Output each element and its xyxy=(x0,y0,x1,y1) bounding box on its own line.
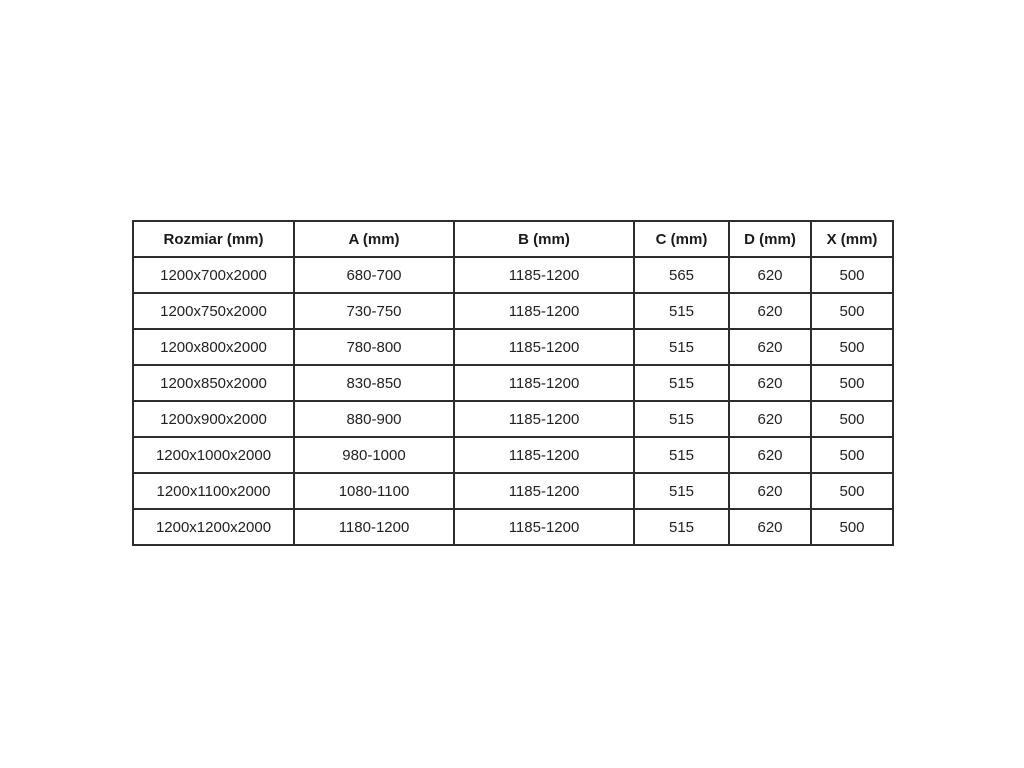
table-cell: 500 xyxy=(811,365,893,401)
header-cell-1: A (mm) xyxy=(294,221,454,257)
table-cell: 515 xyxy=(634,509,729,545)
table-cell: 1185-1200 xyxy=(454,509,634,545)
table-row xyxy=(133,473,893,509)
table-cell: 1185-1200 xyxy=(454,437,634,473)
table-cell: 620 xyxy=(729,437,811,473)
table-cell: 1200x1200x2000 xyxy=(133,509,294,545)
table-cell: 565 xyxy=(634,257,729,293)
table-cell: 620 xyxy=(729,473,811,509)
table-cell: 620 xyxy=(729,509,811,545)
table-cell: 515 xyxy=(634,437,729,473)
table-cell: 620 xyxy=(729,401,811,437)
table-row xyxy=(133,401,893,437)
table-cell: 500 xyxy=(811,257,893,293)
table-cell: 680-700 xyxy=(294,257,454,293)
table-cell: 1185-1200 xyxy=(454,401,634,437)
table-cell: 1185-1200 xyxy=(454,365,634,401)
table-cell: 1200x900x2000 xyxy=(133,401,294,437)
table-cell: 515 xyxy=(634,329,729,365)
table-cell: 500 xyxy=(811,329,893,365)
table-cell: 730-750 xyxy=(294,293,454,329)
table-row xyxy=(133,437,893,473)
table-cell: 620 xyxy=(729,329,811,365)
table-cell: 1185-1200 xyxy=(454,473,634,509)
table-cell: 1185-1200 xyxy=(454,329,634,365)
table-cell: 1200x1000x2000 xyxy=(133,437,294,473)
table-row xyxy=(133,293,893,329)
header-cell-0: Rozmiar (mm) xyxy=(133,221,294,257)
table-body xyxy=(133,257,893,545)
table-cell: 1200x1100x2000 xyxy=(133,473,294,509)
header-cell-3: C (mm) xyxy=(634,221,729,257)
table-cell: 515 xyxy=(634,473,729,509)
table-header-row xyxy=(133,221,893,257)
table-cell: 500 xyxy=(811,437,893,473)
table-cell: 1200x750x2000 xyxy=(133,293,294,329)
table-cell: 500 xyxy=(811,473,893,509)
table-cell: 1080-1100 xyxy=(294,473,454,509)
table-cell: 515 xyxy=(634,365,729,401)
table-cell: 620 xyxy=(729,365,811,401)
table-cell: 780-800 xyxy=(294,329,454,365)
table-row xyxy=(133,329,893,365)
table-cell: 620 xyxy=(729,257,811,293)
table-cell: 620 xyxy=(729,293,811,329)
table-cell: 980-1000 xyxy=(294,437,454,473)
table-cell: 1200x850x2000 xyxy=(133,365,294,401)
header-cell-4: D (mm) xyxy=(729,221,811,257)
dimensions-table xyxy=(132,220,894,546)
table-cell: 880-900 xyxy=(294,401,454,437)
table-cell: 830-850 xyxy=(294,365,454,401)
header-cell-5: X (mm) xyxy=(811,221,893,257)
table-cell: 1200x800x2000 xyxy=(133,329,294,365)
table-cell: 1200x700x2000 xyxy=(133,257,294,293)
table-cell: 500 xyxy=(811,509,893,545)
table-cell: 1185-1200 xyxy=(454,257,634,293)
table-row xyxy=(133,509,893,545)
table-cell: 500 xyxy=(811,293,893,329)
table-row xyxy=(133,257,893,293)
table-cell: 500 xyxy=(811,401,893,437)
table-cell: 515 xyxy=(634,293,729,329)
table-cell: 1185-1200 xyxy=(454,293,634,329)
header-cell-2: B (mm) xyxy=(454,221,634,257)
table-row xyxy=(133,365,893,401)
table-cell: 1180-1200 xyxy=(294,509,454,545)
table-cell: 515 xyxy=(634,401,729,437)
dimensions-table-container xyxy=(132,220,894,546)
